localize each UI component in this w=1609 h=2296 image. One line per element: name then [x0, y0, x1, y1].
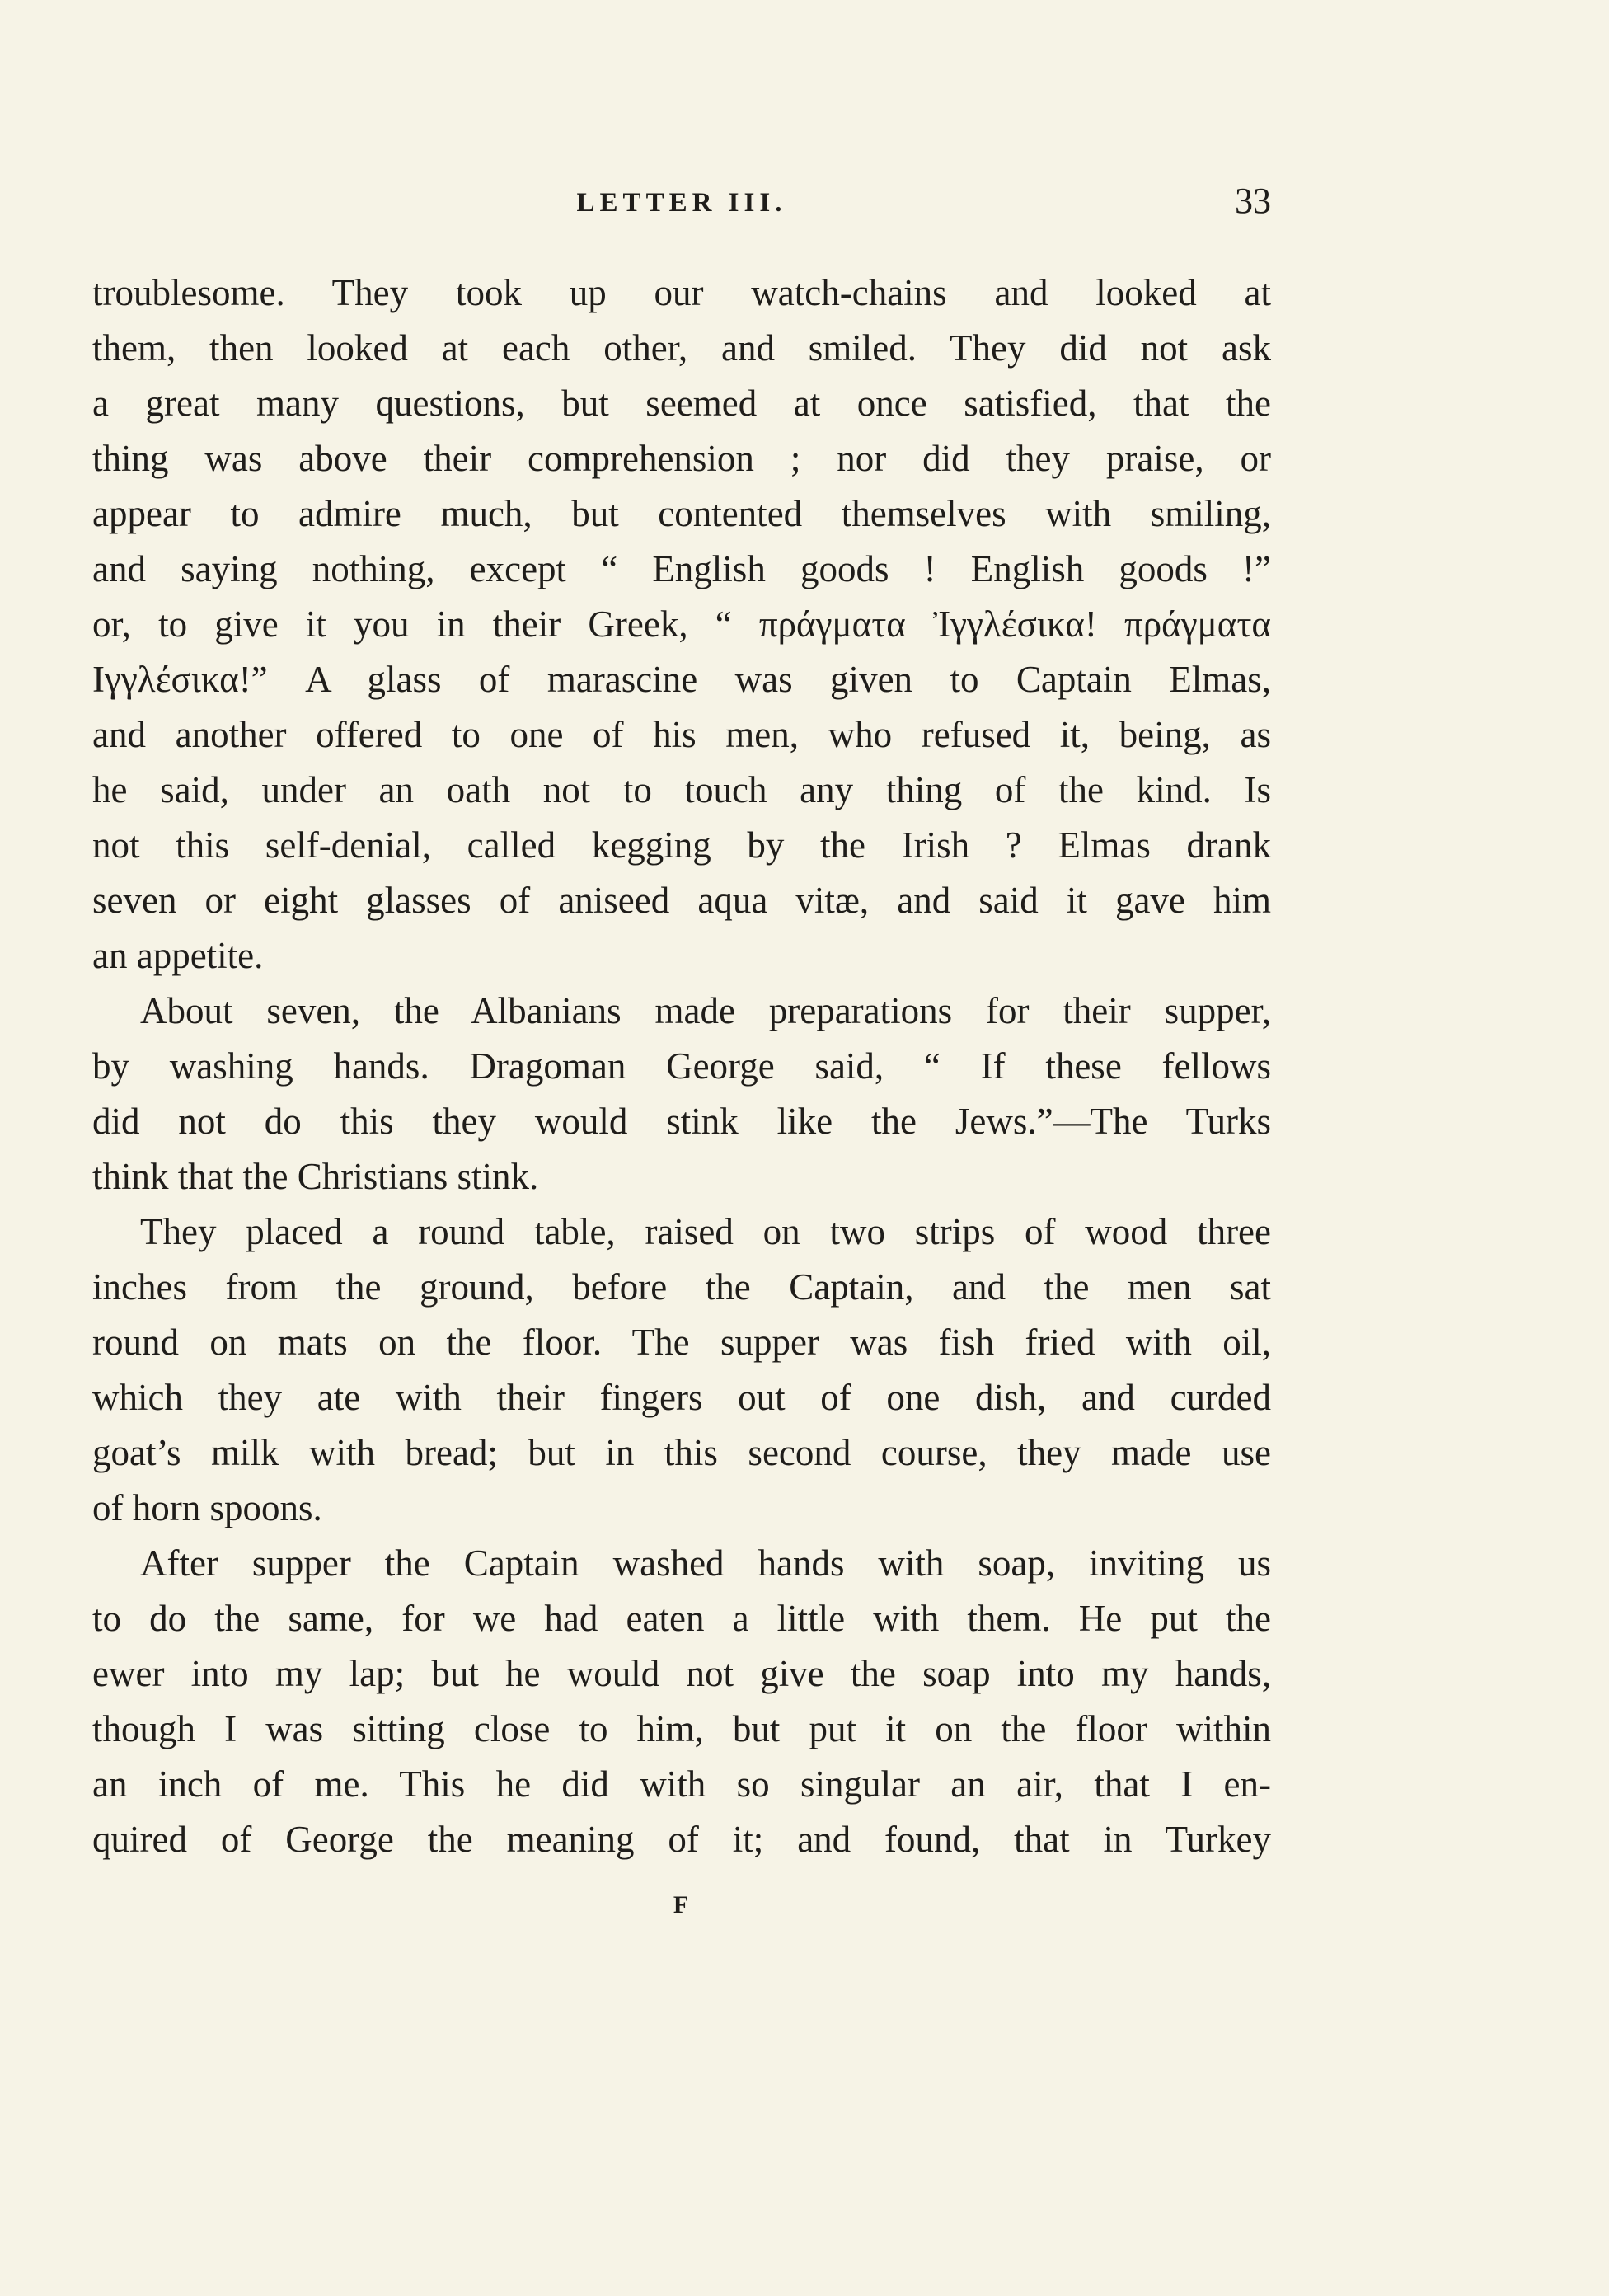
text-line: goat’s milk with bread; but in this second course, they made use	[92, 1432, 1271, 1473]
text-line: an appetite.	[92, 935, 264, 976]
text-line: Ιγγλέσικα!” A glass of marascine was given to Captain Elmas,	[92, 659, 1271, 700]
body-text	[92, 265, 1271, 1867]
text-line: After supper the Captain washed hands with soap, inviting us	[140, 1542, 1271, 1584]
text-line: thing was above their comprehension ; nor did they praise, or	[92, 438, 1271, 479]
text-line: About seven, the Albanians made preparations for their supper,	[140, 990, 1271, 1031]
running-title: LETTER III.	[576, 188, 787, 218]
signature-mark: F	[673, 1891, 689, 1918]
text-line: by washing hands. Dragoman George said, “ If these fellows	[92, 1045, 1271, 1087]
text-line: did not do this they would stink like the Jews.”—The Turks	[92, 1101, 1271, 1142]
text-line: appear to admire much, but contented themselves with smiling,	[92, 493, 1271, 534]
text-line: seven or eight glasses of aniseed aqua vitæ, and said it gave him	[92, 880, 1271, 921]
text-line: he said, under an oath not to touch any thing of the kind. Is	[92, 769, 1271, 810]
text-line: them, then looked at each other, and smiled. They did not ask	[92, 327, 1271, 369]
text-line: and saying nothing, except “ English goods ! English goods !”	[92, 548, 1271, 589]
text-line: inches from the ground, before the Captain, and the men sat	[92, 1266, 1271, 1308]
text-line: and another offered to one of his men, who refused it, being, as	[92, 714, 1271, 755]
text-line: They placed a round table, raised on two strips of wood three	[140, 1211, 1271, 1252]
text-line: which they ate with their fingers out of one dish, and curded	[92, 1377, 1271, 1418]
running-head	[92, 180, 1271, 229]
text-line: to do the same, for we had eaten a little with them. He put the	[92, 1598, 1271, 1639]
text-line: or, to give it you in their Greek, “ πράγματα Ἰγγλέσικα! πράγματα	[92, 603, 1271, 645]
text-line: though I was sitting close to him, but put it on the floor within	[92, 1708, 1271, 1749]
text-line: not this self-denial, called kegging by the Irish ? Elmas drank	[92, 824, 1271, 866]
page-number: 33	[1235, 181, 1271, 221]
text-line: quired of George the meaning of it; and found, that in Turkey	[92, 1819, 1271, 1860]
text-line: of horn spoons.	[92, 1487, 322, 1528]
text-line: ewer into my lap; but he would not give the soap into my hands,	[92, 1653, 1271, 1694]
text-line: an inch of me. This he did with so singular an air, that I en-	[92, 1763, 1271, 1805]
text-line: a great many questions, but seemed at once satisfied, that the	[92, 383, 1271, 424]
text-line: think that the Christians stink.	[92, 1156, 539, 1197]
text-line: troublesome. They took up our watch-chains and looked at	[92, 272, 1271, 313]
text-line: round on mats on the floor. The supper was fish fried with oil,	[92, 1322, 1271, 1363]
